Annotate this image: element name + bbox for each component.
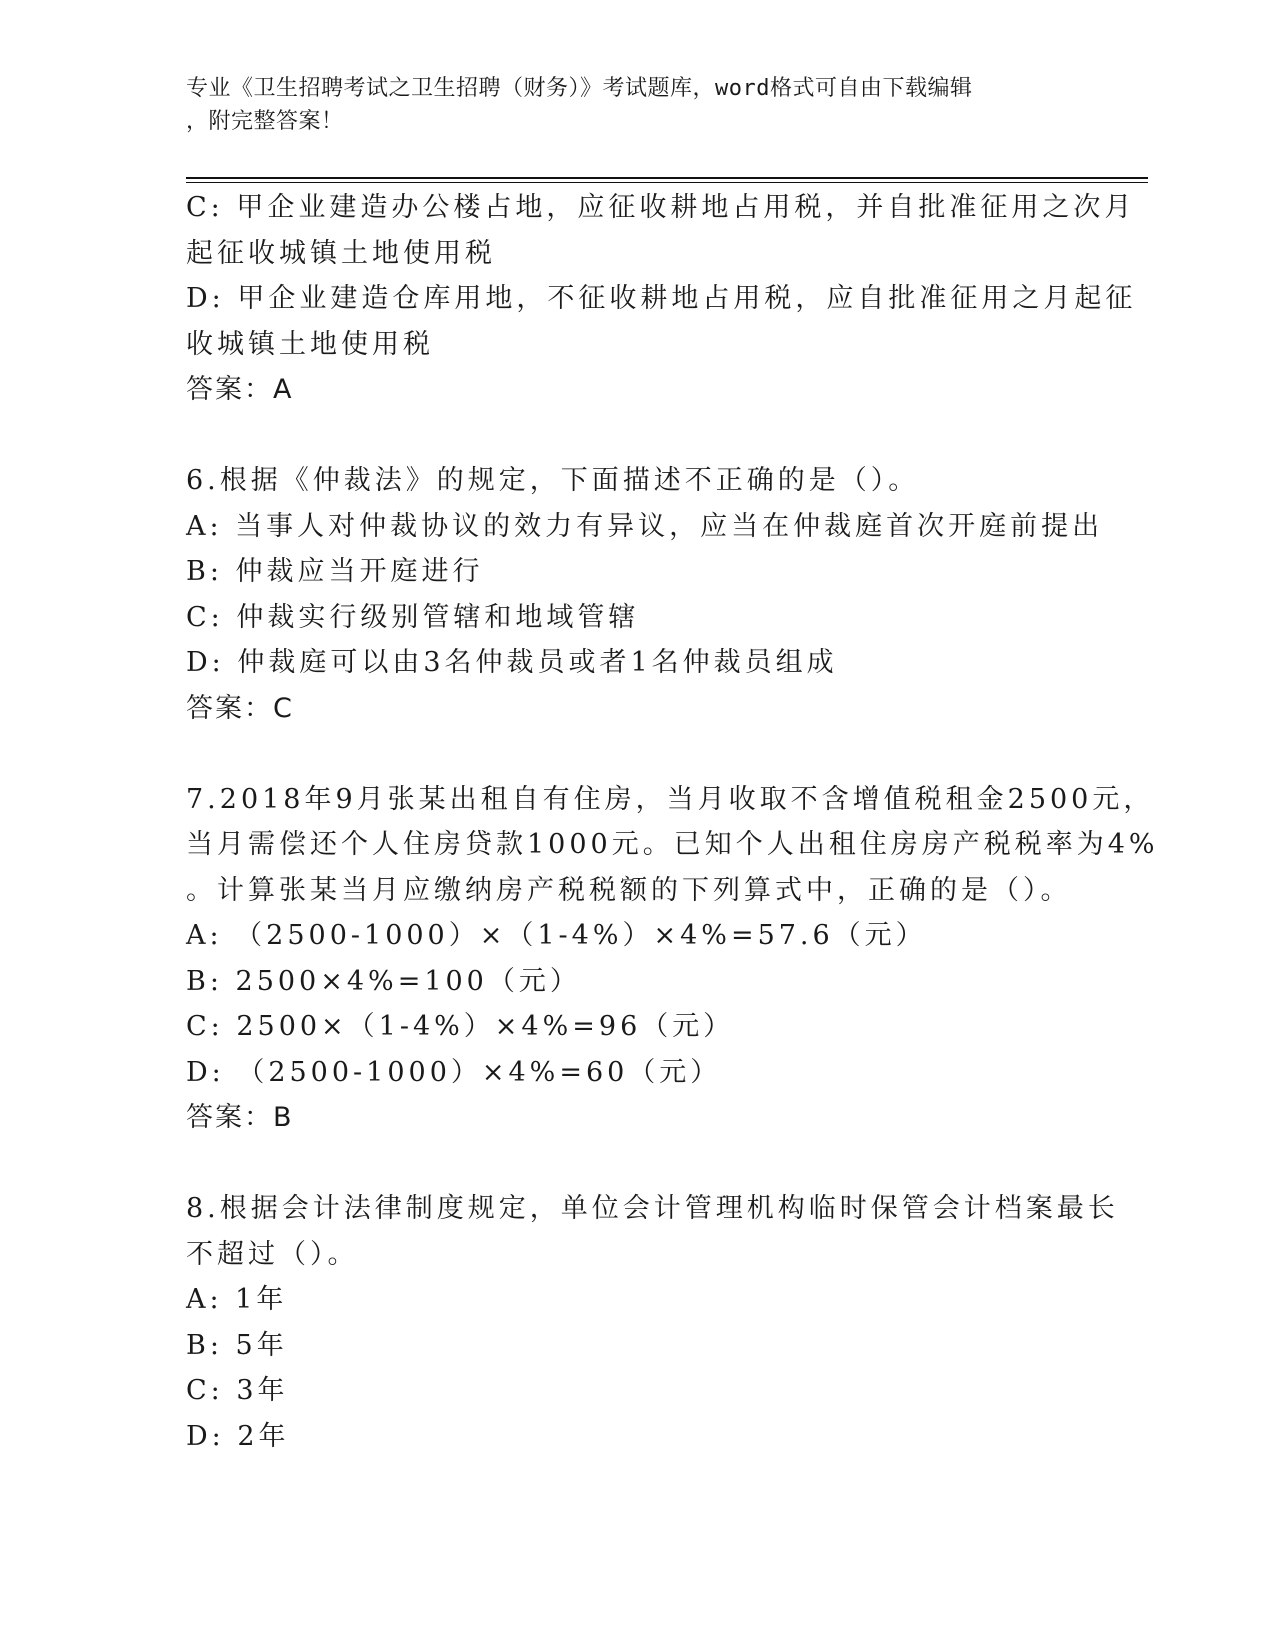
q6-option-b: B: 仲裁应当开庭进行 [186, 556, 484, 587]
q5-option-d-line-2: 收城镇土地使用税 [186, 328, 434, 360]
q8-option-a: A: 1年 [186, 1284, 288, 1315]
spacer [186, 413, 1086, 459]
q6-answer: 答案：C [186, 692, 294, 724]
spacer [186, 1141, 1086, 1187]
question-6-block [186, 458, 1104, 731]
q6-option-c: C: 仲裁实行级别管辖和地域管辖 [186, 601, 640, 633]
q7-stem-line-3: 。计算张某当月应缴纳房产税税额的下列算式中，正确的是（）。 [186, 874, 1072, 906]
q6-option-d: D: 仲裁庭可以由3名仲裁员或者1名仲裁员组成 [186, 647, 838, 678]
spacer [186, 731, 1086, 777]
page-header [186, 72, 1066, 138]
q7-stem-line-1: 7.2018年9月张某出租自有住房，当月收取不含增值税租金2500元， [186, 783, 1155, 815]
q6-option-a: A: 当事人对仲裁协议的效力有异议，应当在仲裁庭首次开庭前提出 [186, 510, 1104, 542]
q5-answer: 答案：A [186, 374, 294, 405]
q8-option-b: B: 5年 [186, 1329, 288, 1361]
q8-stem-line-2: 不超过（）。 [186, 1238, 359, 1270]
q7-answer: 答案：B [186, 1102, 294, 1133]
question-7-block [186, 777, 1159, 1141]
q5-option-c-line-2: 起征收城镇土地使用税 [186, 237, 496, 269]
question-content [186, 185, 1159, 1459]
q6-stem: 6.根据《仲裁法》的规定，下面描述不正确的是（）。 [186, 465, 920, 496]
q7-option-d: D: （2500-1000）×4%=60（元） [186, 1056, 722, 1088]
header-divider-thin [186, 182, 1148, 183]
q7-option-c: C: 2500×（1-4%）×4%=96（元） [186, 1011, 735, 1042]
header-line-1: 专业《卫生招聘考试之卫生招聘（财务）》考试题库，word格式可自由下载编辑 [186, 76, 973, 101]
question-5-block [186, 185, 1137, 413]
q5-option-d-line-1: D: 甲企业建造仓库用地，不征收耕地占用税，应自批准征用之月起征 [186, 283, 1137, 314]
header-line-2: ，附完整答案！ [186, 109, 344, 134]
q8-stem-line-1: 8.根据会计法律制度规定，单位会计管理机构临时保管会计档案最长 [186, 1193, 1119, 1224]
q8-option-d: D: 2年 [186, 1420, 290, 1452]
q5-option-c-line-1: C: 甲企业建造办公楼占地，应征收耕地占用税，并自批准征用之次月 [186, 192, 1136, 223]
q7-option-b: B: 2500×4%=100（元） [186, 965, 581, 997]
q7-stem-line-2: 当月需偿还个人住房贷款1000元。已知个人出租住房房产税税率为4% [186, 829, 1159, 860]
q8-option-c: C: 3年 [186, 1375, 289, 1406]
q7-option-a: A: （2500-1000）×（1-4%）×4%=57.6（元） [186, 920, 927, 951]
header-divider-thick [186, 177, 1148, 179]
question-8-block [186, 1186, 1119, 1459]
